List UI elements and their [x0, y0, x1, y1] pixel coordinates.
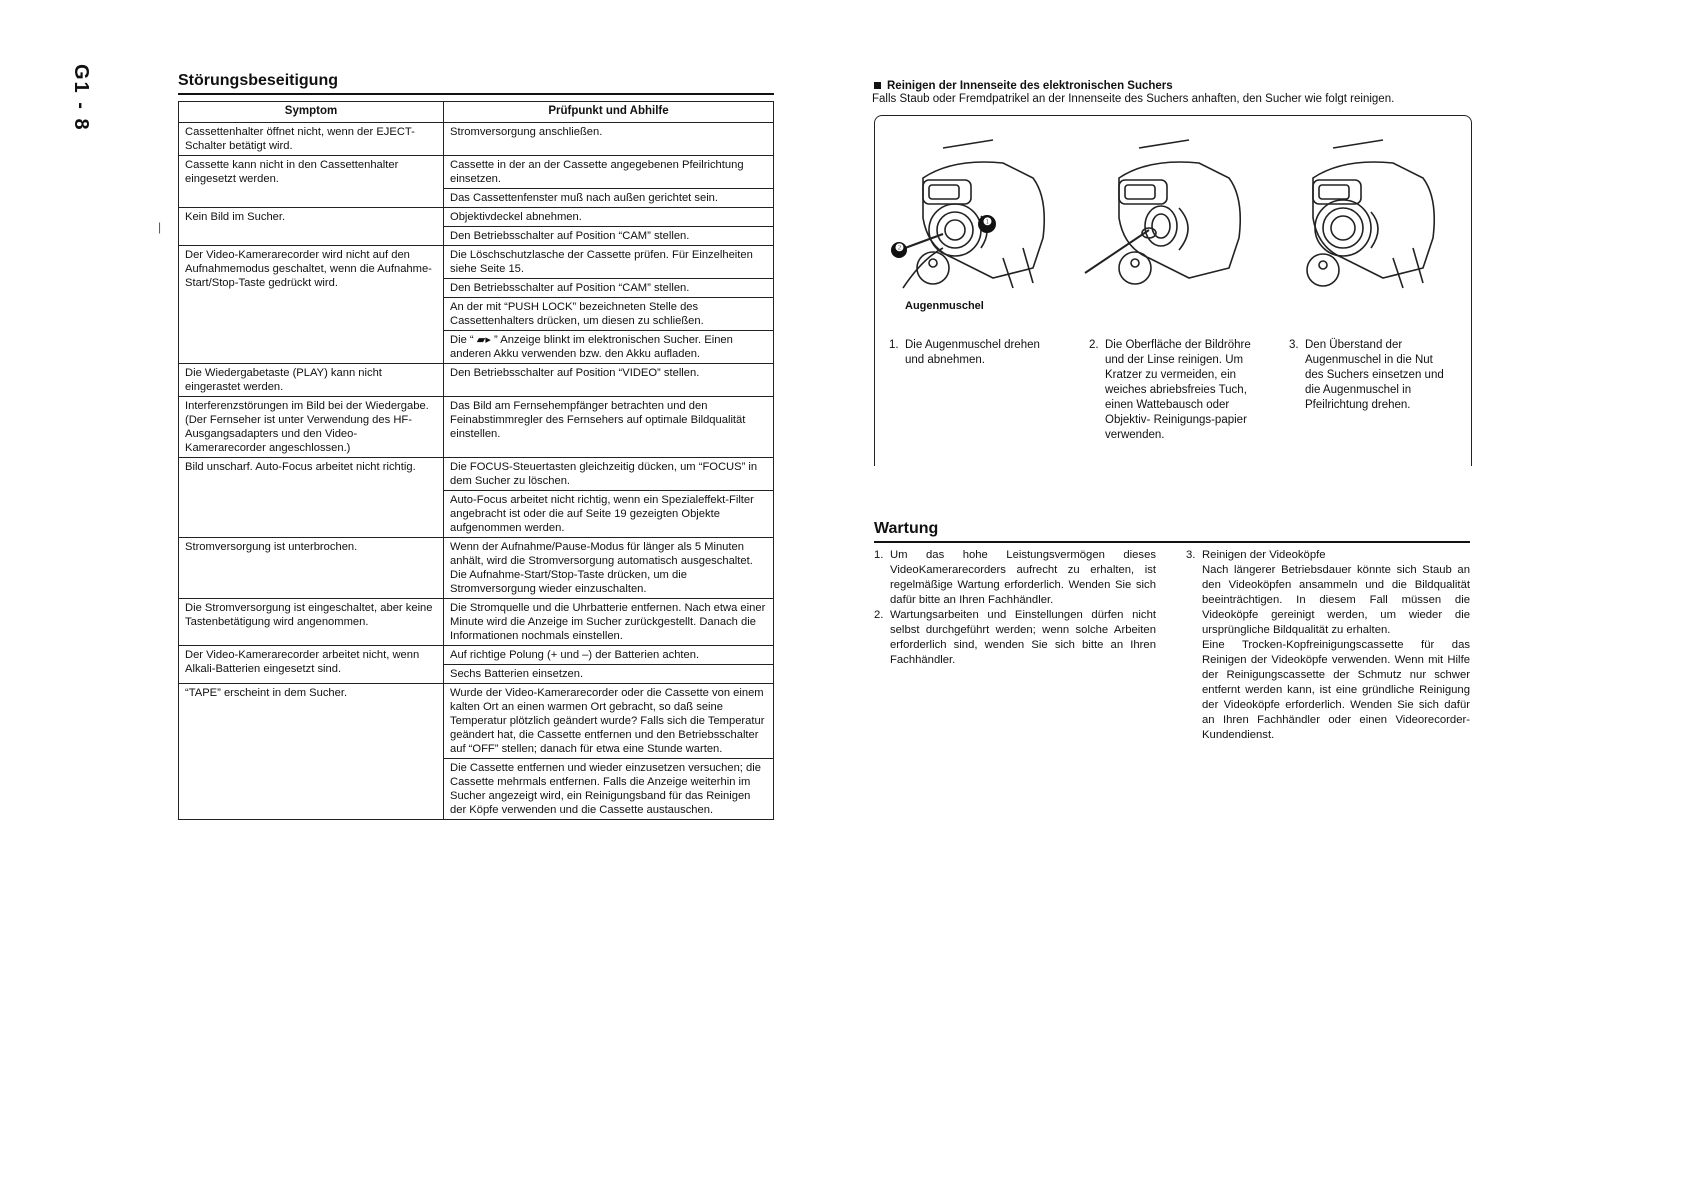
step-number: 1.: [889, 339, 899, 351]
callout-1: ❶: [983, 217, 992, 228]
check-cell: [444, 246, 774, 364]
maintenance-column-right: [1186, 548, 1470, 743]
symptom-cell: “TAPE” erscheint in dem Sucher.: [179, 684, 444, 820]
figure-remove-eyecup: [883, 138, 1053, 298]
check-item: Den Betriebsschalter auf Position “VIDEO” stellen.: [450, 367, 700, 379]
check-item: Stromversorgung anschließen.: [450, 126, 603, 138]
check-item: Cassette in der an der Cassette angegebenen Pfeilrichtung einsetzen.: [450, 159, 744, 185]
check-item: Die Stromquelle und die Uhrbatterie entfernen. Nach etwa einer Minute wird die Anzeige im Sucher zurückgestellt. Danach die Informationen nochmals einstellen.: [450, 602, 766, 642]
check-item: An der mit “PUSH LOCK” bezeichneten Stelle des Cassettenhalters drücken, um diesen zu schließen.: [444, 297, 773, 328]
step-text: Die Oberfläche der Bildröhre und der Linse reinigen. Um Kratzer zu vermeiden, ein weiches abriebsfreies Tuch, einen Wattebausch oder Objektiv- Reinigungs-papier verwenden.: [1105, 339, 1251, 441]
check-cell: [444, 156, 774, 208]
item-paragraph: Nach längerer Betriebsdauer könnte sich Staub an den Videoköpfen ansammeln und die Bildqualität beeinträchtigen. In diesem Fall müssen die Videoköpfe gereinigt werden, um wieder die ursprüngliche Bildqualität zu erhalten.: [1202, 564, 1470, 636]
table-row: [179, 156, 774, 208]
item-number: 2.: [874, 609, 884, 621]
check-item: Das Cassettenfenster muß nach außen gerichtet sein.: [444, 188, 773, 205]
table-row: [179, 208, 774, 246]
troubleshooting-title: Störungsbeseitigung: [178, 72, 774, 95]
viewfinder-drawing-1: [883, 138, 1053, 298]
item-number: 3.: [1186, 549, 1196, 561]
item-text: Um das hohe Leistungsvermögen dieses VideoKamerarecorders aufrecht zu erhalten, ist regelmäßige Wartung erforderlich. Wenden Sie sich dafür bitte an Ihren Fachhändler.: [890, 549, 1156, 606]
check-header: Prüfpunkt und Abhilfe: [444, 102, 774, 123]
table-row: [179, 364, 774, 397]
figure-clean-lens: [1079, 138, 1249, 298]
check-item: Den Betriebsschalter auf Position “CAM” stellen.: [444, 226, 773, 243]
margin-mark: |: [158, 220, 162, 234]
bullet-square-icon: [874, 82, 881, 89]
table-row: [179, 646, 774, 684]
check-cell: [444, 646, 774, 684]
check-item: Wenn der Aufnahme/Pause-Modus für länger als 5 Minuten anhält, wird die Stromversorgung automatisch ausgeschaltet. Die Aufnahme-Start/Stop-Taste drücken, um die Stromversorgung wieder einzuschalten.: [450, 541, 753, 595]
symptom-header: Symptom: [179, 102, 444, 123]
check-item: Wurde der Video-Kamerarecorder oder die Cassette von einem kalten Ort an einen warmen Ort gebracht, so daß seine Temperatur plötzlich geändert wurde? Falls sich die Temperatur geändert hat, die Cassette entfernen und den Betriebsschalter auf “OFF” stellen; danach für etwa eine Stunde warten.: [450, 687, 765, 755]
cleaning-step-2: [1089, 338, 1259, 443]
viewfinder-drawing-3: [1273, 138, 1443, 298]
figure-attach-eyecup: [1273, 138, 1443, 298]
check-cell: [444, 208, 774, 246]
table-header-row: [179, 102, 774, 123]
check-item: Die “ ▰▸ ” Anzeige blinkt im elektronischen Sucher. Einen anderen Akku verwenden bzw. den Akku aufladen.: [444, 330, 773, 361]
eyecup-label: Augenmuschel: [905, 300, 984, 312]
cleaning-title: [874, 80, 1470, 92]
symptom-cell: Cassette kann nicht in den Cassettenhalter eingesetzt werden.: [179, 156, 444, 208]
check-item: Die Cassette entfernen und wieder einzusetzen versuchen; die Cassette mehrmals entfernen. Falls die Anzeige weiterhin im Sucher angezeigt wird, ein Reinigungsband für das Reinigen der Köpfe verwenden und die Cassette austauschen.: [444, 758, 773, 817]
cleaning-intro: Falls Staub oder Fremdpatrikel an der Innenseite des Suchers anhaften, den Sucher wie folgt reinigen.: [872, 93, 1395, 105]
check-item: Die Löschschutzlasche der Cassette prüfen. Für Einzelheiten siehe Seite 15.: [450, 249, 753, 275]
table-row: [179, 684, 774, 820]
check-cell: [444, 397, 774, 458]
step-text: Den Überstand der Augenmuschel in die Nut des Suchers einsetzen und die Augenmuschel in Pfeilrichtung drehen.: [1305, 339, 1444, 411]
check-item: Auto-Focus arbeitet nicht richtig, wenn ein Spezialeffekt-Filter angebracht ist oder die auf Seite 19 gezeigten Objekte aufgenommen werden.: [444, 490, 773, 535]
step-number: 3.: [1289, 339, 1299, 351]
symptom-cell: Kein Bild im Sucher.: [179, 208, 444, 246]
step-number: 2.: [1089, 339, 1099, 351]
symptom-cell: Interferenzstörungen im Bild bei der Wiedergabe. (Der Fernseher ist unter Verwendung des HF-Ausgangsadapters und den Video-Kamerarecorder angeschlossen.): [179, 397, 444, 458]
item-paragraph: Eine Trocken-Kopfreinigungscassette für das Reinigen der Videoköpfe verwenden. Wenn mit Hilfe der Reinigungscassette der Schmutz nur schwer entfernt werden kann, ist eine gründliche Reinigung der Videoköpfe erforderlich. Wenden Sie sich dafür an Ihren Fachhändler oder einen Videorecorder-Kundendienst.: [1202, 639, 1470, 741]
symptom-cell: Die Stromversorgung ist eingeschaltet, aber keine Tastenbetätigung wird angenommen.: [179, 599, 444, 646]
check-item: Den Betriebsschalter auf Position “CAM” stellen.: [444, 278, 773, 295]
check-item: Auf richtige Polung (+ und –) der Batterien achten.: [450, 649, 700, 661]
symptom-cell: Stromversorgung ist unterbrochen.: [179, 538, 444, 599]
check-cell: [444, 684, 774, 820]
item-body: [1202, 548, 1470, 743]
item-heading: Reinigen der Videoköpfe: [1202, 549, 1326, 561]
check-item: Sechs Batterien einsetzen.: [444, 664, 773, 681]
check-cell: [444, 538, 774, 599]
table-row: [179, 458, 774, 538]
table-row: [179, 246, 774, 364]
check-cell: [444, 364, 774, 397]
item-number: 1.: [874, 549, 884, 561]
check-cell: [444, 123, 774, 156]
cleaning-step-3: [1289, 338, 1459, 413]
step-text: Die Augenmuschel drehen und abnehmen.: [905, 339, 1040, 366]
check-item: Die FOCUS-Steuertasten gleichzeitig dücken, um “FOCUS” in dem Sucher zu löschen.: [450, 461, 758, 487]
symptom-cell: Cassettenhalter öffnet nicht, wenn der EJECT-Schalter betätigt wird.: [179, 123, 444, 156]
check-item: Objektivdeckel abnehmen.: [450, 211, 582, 223]
maintenance-item-3: [1186, 548, 1470, 743]
check-item: Das Bild am Fernsehempfänger betrachten und den Feinabstimmregler des Fernsehers auf optimale Bildqualität einstellen.: [450, 400, 746, 440]
cleaning-step-1: [889, 338, 1059, 368]
table-row: [179, 397, 774, 458]
symptom-cell: Bild unscharf. Auto-Focus arbeitet nicht richtig.: [179, 458, 444, 538]
table-row: [179, 538, 774, 599]
troubleshooting-table: [178, 101, 774, 820]
check-cell: [444, 599, 774, 646]
cleaning-title-text: Reinigen der Innenseite des elektronischen Suchers: [887, 80, 1173, 92]
maintenance-item-1: [874, 548, 1156, 608]
callout-2: ❷: [895, 243, 904, 254]
item-text: Wartungsarbeiten und Einstellungen dürfen nicht selbst durchgeführt werden; wenn solche Arbeiten erforderlich sind, wenden Sie sich bitte an Ihren Fachhändler.: [890, 609, 1156, 666]
page-number: G1 - 8: [70, 64, 92, 132]
table-row: [179, 599, 774, 646]
troubleshooting-section: [178, 72, 774, 820]
maintenance-item-2: [874, 608, 1156, 668]
maintenance-column-left: [874, 548, 1156, 668]
cleaning-figure-box: [874, 115, 1472, 466]
viewfinder-drawing-2: [1079, 138, 1249, 298]
cleaning-section: [874, 80, 1470, 466]
table-row: [179, 123, 774, 156]
check-cell: [444, 458, 774, 538]
symptom-cell: Der Video-Kamerarecorder arbeitet nicht, wenn Alkali-Batterien eingesetzt sind.: [179, 646, 444, 684]
maintenance-title: Wartung: [874, 520, 1470, 543]
symptom-cell: Die Wiedergabetaste (PLAY) kann nicht eingerastet werden.: [179, 364, 444, 397]
symptom-cell: Der Video-Kamerarecorder wird nicht auf den Aufnahmemodus geschaltet, wenn die Aufnahme-Start/Stop-Taste gedrückt wird.: [179, 246, 444, 364]
